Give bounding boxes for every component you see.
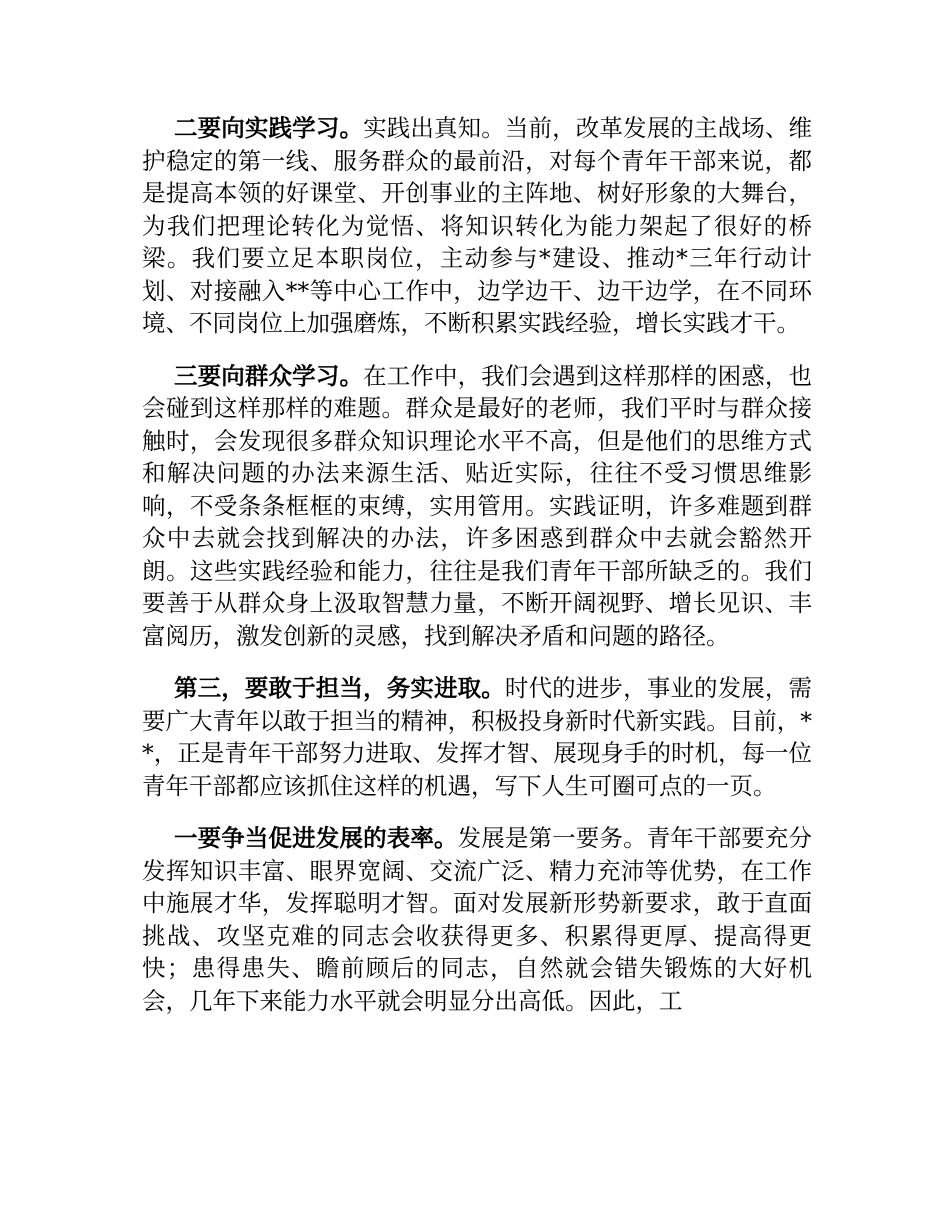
paragraph-masses (142, 360, 812, 653)
paragraph-heading: 第三，要敢于担当，务实进取。 (174, 674, 505, 702)
paragraph-body: 在工作中，我们会遇到这样那样的困惑，也会碰到这样那样的难题。群众是最好的老师，我们平时与群众接触时，会发现很多群众知识理论水平不高，但是他们的思维方式和解决问题的办法来源生活、贴近实际，往往不受习惯思维影响，不受条条框框的束缚，实用管用。实践证明，许多难题到群众中去就会找到解决的办法，许多困惑到群众中去就会豁然开朗。这些实践经验和能力，往往是我们青年干部所缺乏的。我们要善于从群众身上汲取智慧力量，不断开阔视野、增长见识、丰富阅历，激发创新的灵感，找到解决矛盾和问题的路径。 (142, 361, 813, 650)
paragraph-section-three (142, 672, 812, 802)
paragraph-heading: 一要争当促进发展的表率。 (174, 824, 458, 852)
paragraph-body: 发展是第一要务。青年干部要充分发挥知识丰富、眼界宽阔、交流广泛、精力充沛等优势，在工作中施展才华，发挥聪明才智。面对发展新形势新要求，敢于直面挑战、攻坚克难的同志会收获得更多、积累得更厚、提高得更快；患得患失、瞻前顾后的同志，自然就会错失锻炼的大好机会，几年下来能力水平就会明显分出高低。因此，工 (142, 824, 813, 1015)
paragraph-body: 实践出真知。当前，改革发展的主战场、维护稳定的第一线、服务群众的最前沿，对每个青年干部来说，都是提高本领的好课堂、开创事业的主阵地、树好形象的大舞台，为我们把理论转化为觉悟、将知识转化为能力架起了很好的桥梁。我们要立足本职岗位，主动参与*建设、推动*三年行动计划、对接融入**等中心工作中，边学边干、边干边学，在不同环境、不同岗位上加强磨炼，不断积累实践经验，增长实践才干。 (142, 114, 813, 337)
paragraph-heading: 二要向实践学习。 (174, 114, 364, 142)
paragraph-heading: 三要向群众学习。 (174, 361, 364, 390)
paragraph-development (142, 822, 812, 1017)
paragraph-practice (142, 112, 812, 340)
document-page (142, 112, 812, 1037)
paragraph-body: 时代的进步，事业的发展，需要广大青年以敢于担当的精神，积极投身新时代新实践。目前，**，正是青年干部努力进取、发挥才智、展现身手的时机，每一位青年干部都应该抓住这样的机遇，写下人生可圈可点的一页。 (142, 674, 813, 800)
